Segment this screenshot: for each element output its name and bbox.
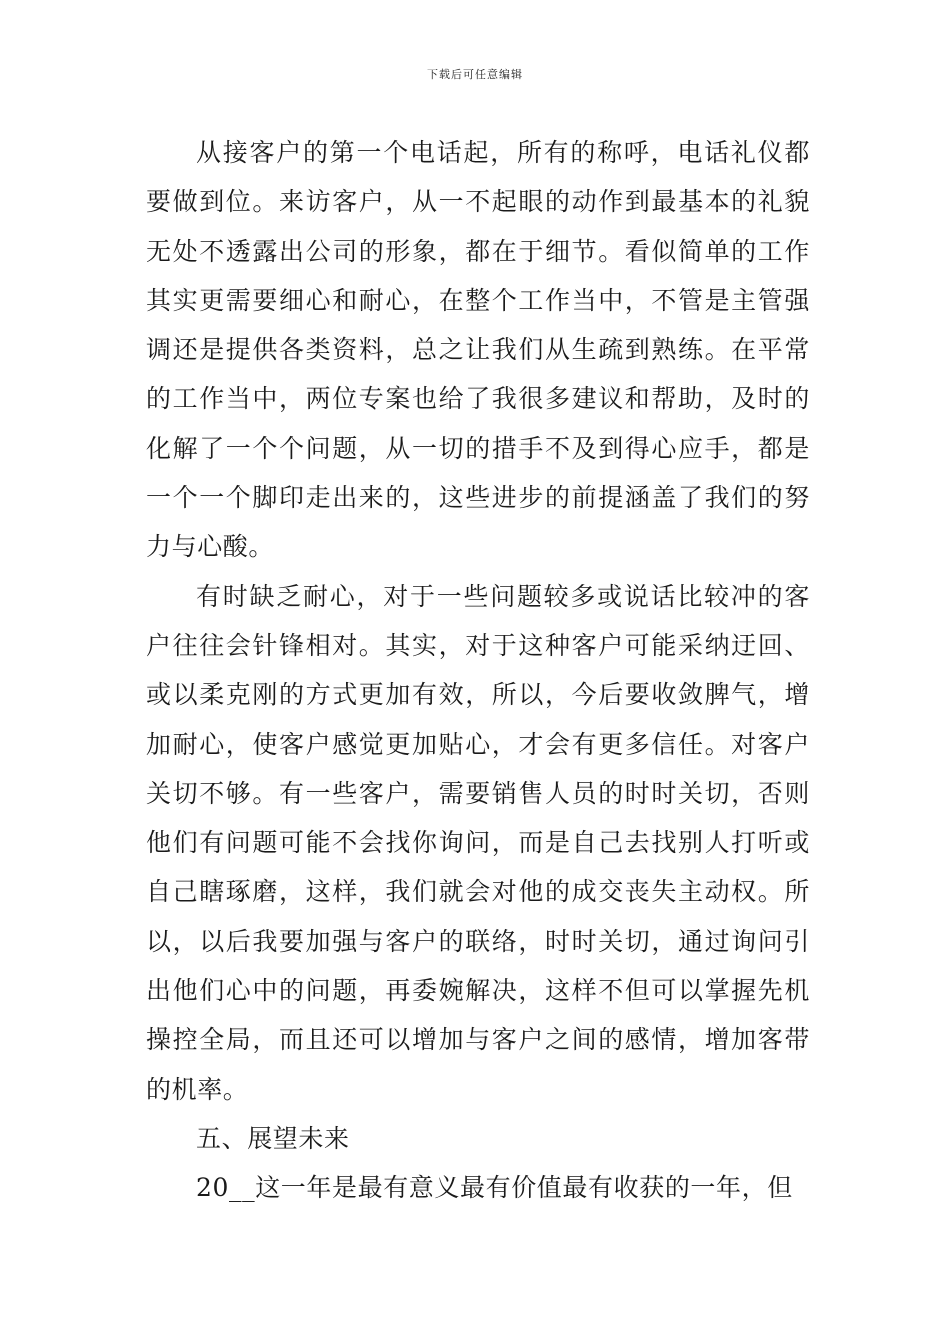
section-heading-outlook: 五、展望未来 — [196, 1123, 350, 1153]
paragraph-shortcomings: 有时缺乏耐心，对于一些问题较多或说话比较冲的客户往往会针锋相对。其实，对于这种客户可能采纳迂回、或以柔克刚的方式更加有效，所以，今后要收敛脾气，增加耐心，使客户感觉更加贴心，才会有更多信任。对客户关切不够。有一些客户，需要销售人员的时时关切，否则他们有问题可能不会找你询问，而是自己去找别人打听或自己瞎琢磨，这样，我们就会对他的成交丧失主动权。所以，以后我要加强与客户的联络，时时关切，通过询问引出他们心中的问题，再委婉解决，这样不但可以掌握先机操控全局，而且还可以增加与客户之间的感情，增加客带的机率。 — [146, 581, 810, 1104]
paragraph-outlook-start: 20__这一年是最有意义最有价值最有收获的一年，但 — [196, 1173, 793, 1203]
paragraph-details: 从接客户的第一个电话起，所有的称呼，电话礼仪都要做到位。来访客户，从一不起眼的动作到最基本的礼貌无处不透露出公司的形象，都在于细节。看似简单的工作其实更需要细心和耐心，在整个工作当中，不管是主管强调还是提供各类资料，总之让我们从生疏到熟练。在平常的工作当中，两位专案也给了我很多建议和帮助，及时的化解了一个个问题，从一切的措手不及到得心应手，都是一个一个脚印走出来的，这些进步的前提涵盖了我们的努力与心酸。 — [146, 138, 810, 562]
document-body — [146, 128, 810, 1213]
page-header-note: 下载后可任意编辑 — [427, 68, 523, 81]
